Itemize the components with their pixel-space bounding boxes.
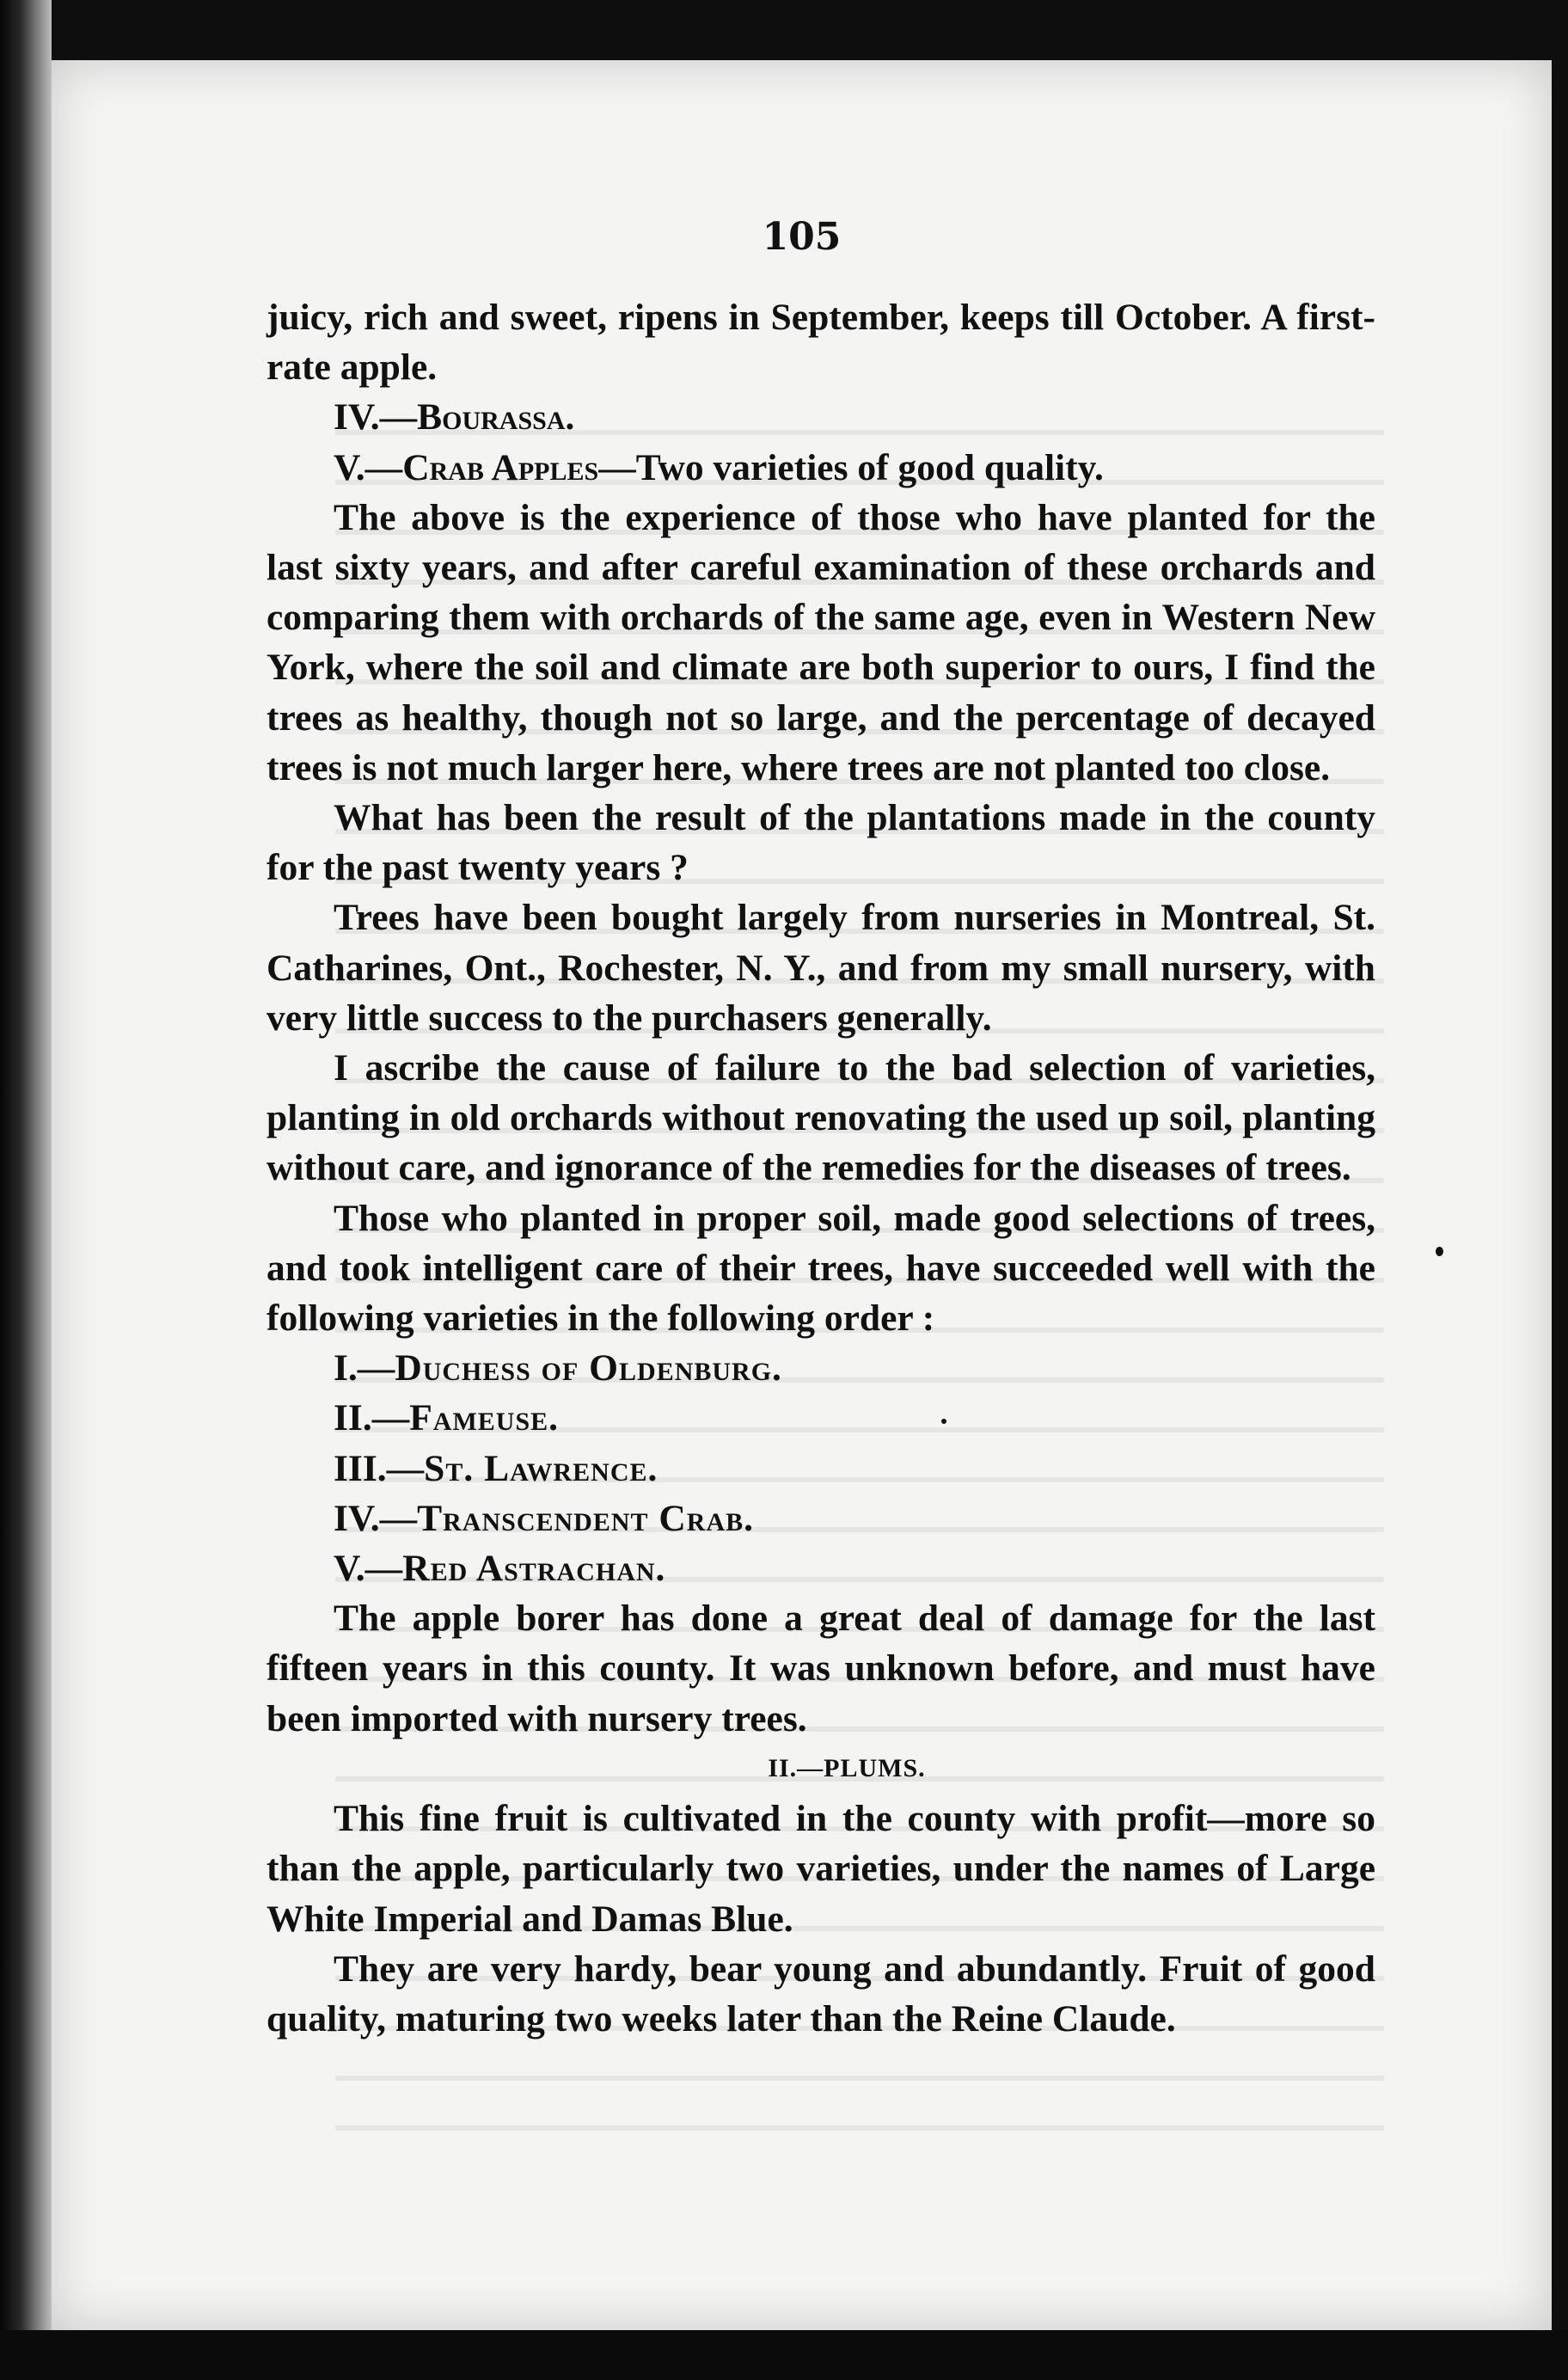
paragraph: Trees have been bought largely from nurseries in Montreal, St. Catharines, Ont., Rochester, N. Y., and from my small nursery, with very little success to the purchasers generally. bbox=[266, 897, 1375, 1039]
list-item: IV.—Transcendent Crab. bbox=[334, 1497, 754, 1539]
section-heading: II.—PLUMS. bbox=[768, 1753, 926, 1782]
paragraph: The apple borer has done a great deal of damage for the last fifteen years in this county. It was unknown before, and must have been imported with nursery trees. bbox=[266, 1598, 1375, 1739]
paragraph: Those who planted in proper soil, made good selections of trees, and took intelligent care of their trees, have succeeded well with the following varieties in the following order : bbox=[266, 1197, 1375, 1340]
scan-binding-edge bbox=[0, 0, 52, 2380]
ink-speck bbox=[1436, 1247, 1443, 1256]
ink-speck bbox=[941, 1419, 946, 1424]
paragraph: I ascribe the cause of failure to the bad selection of varieties, planting in old orchards without renovating the used up soil, planting without care, and ignorance of the remedies for the diseases of trees. bbox=[266, 1047, 1375, 1189]
paragraph: This fine fruit is cultivated in the county with profit—more so than the apple, particularly two varieties, under the names of Large White Imperial and Damas Blue. bbox=[266, 1798, 1375, 1940]
list-item: I.—Duchess of Oldenburg. bbox=[334, 1347, 781, 1389]
paragraph: juicy, rich and sweet, ripens in September, keeps till October. A first-rate apple. bbox=[266, 297, 1375, 389]
paragraph: They are very hardy, bear young and abundantly. Fruit of good quality, maturing two weeks later than the Reine Claude. bbox=[266, 1948, 1375, 2040]
scan-bottom-edge bbox=[0, 2330, 1568, 2380]
list-item: IV.—Bourassa. bbox=[334, 396, 575, 439]
paragraph: What has been the result of the plantations made in the county for the past twenty years ? bbox=[266, 797, 1375, 889]
book-page bbox=[52, 60, 1552, 2330]
list-item: II.—Fameuse. bbox=[334, 1397, 559, 1439]
paragraph: The above is the experience of those who have planted for the last sixty years, and after careful examination of these orchards and comparing them with orchards of the same age, even in Western New York, where the soil and climate are both superior to ours, I find the trees as healthy, though not so large, and the percentage of decayed trees is not much larger here, where trees are not planted too close. bbox=[266, 496, 1375, 788]
list-item: V.—Red Astrachan. bbox=[334, 1548, 665, 1590]
list-item: III.—St. Lawrence. bbox=[334, 1447, 658, 1489]
list-item: V.—Crab Apples—Two varieties of good quality. bbox=[334, 446, 1104, 488]
page-body bbox=[266, 292, 1375, 2044]
page-number: 105 bbox=[762, 215, 842, 259]
